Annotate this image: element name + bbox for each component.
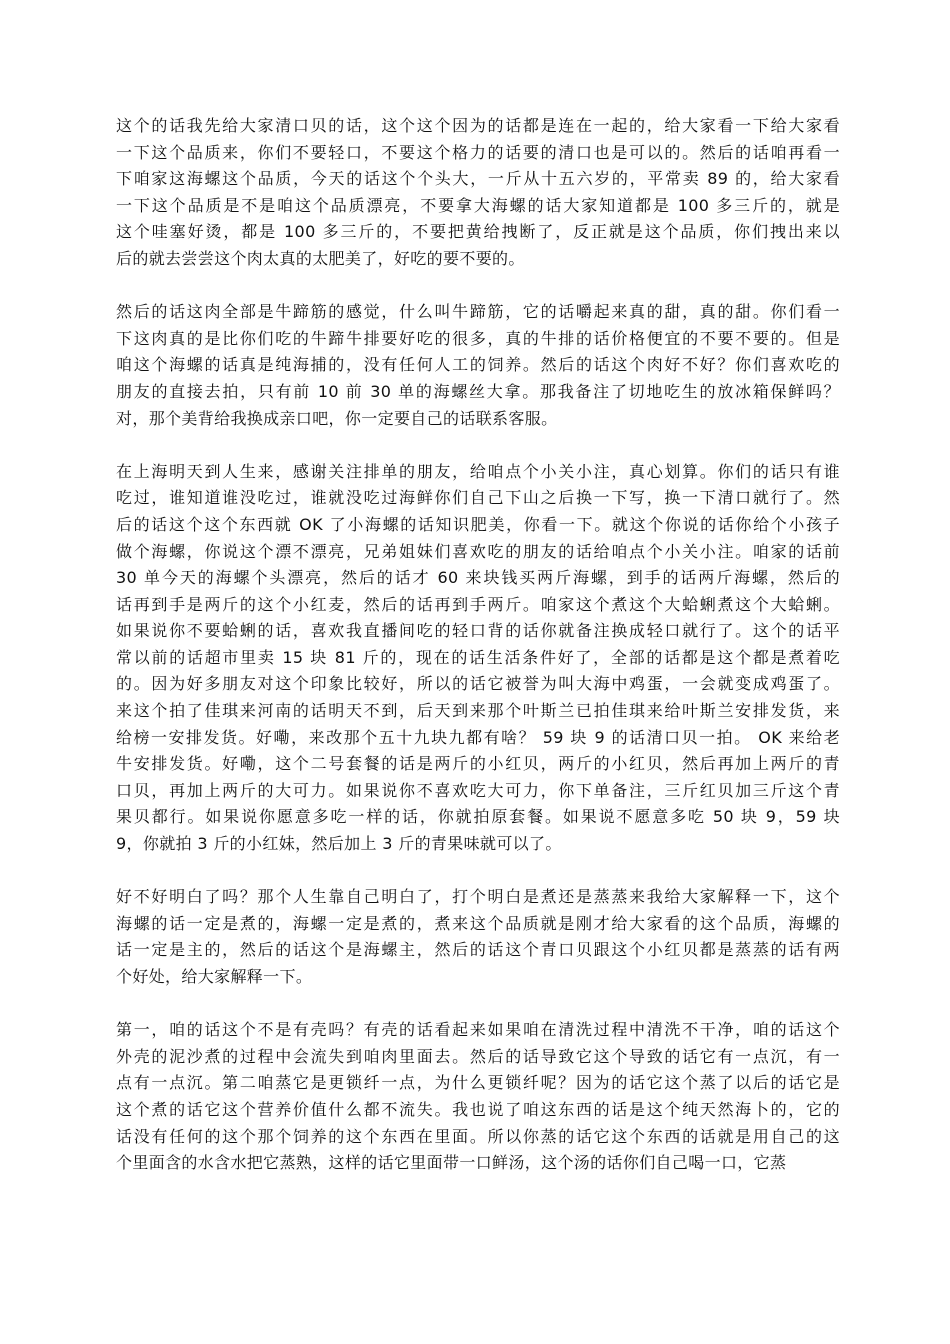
text-line: 果贝都行。如果说你愿意多吃一样的话，你就拍原套餐。如果说不愿意多吃 50 块 9，59 块 bbox=[116, 807, 840, 827]
text-line: 然后的话这肉全部是牛蹄筋的感觉，什么叫牛蹄筋，它的话嚼起来真的甜，真的甜。你们看一 bbox=[116, 302, 840, 322]
text-line: 海螺的话一定是煮的，海螺一定是煮的，煮来这个品质就是刚才给大家看的这个品质，海螺的 bbox=[116, 913, 840, 933]
text-line: 9，你就拍 3 斤的小红妹，然后加上 3 斤的青果味就可以了。 bbox=[116, 834, 562, 854]
text-line: 一下这个品质来，你们不要轻口，不要这个格力的话要的清口也是可以的。然后的话咱再看一 bbox=[116, 142, 840, 162]
text-line: 下这肉真的是比你们吃的牛蹄牛排要好吃的很多，真的牛排的话价格便宜的不要不要的。但是 bbox=[116, 328, 840, 348]
text-line: 如果说你不要蛤蜊的话，喜欢我直播间吃的轻口背的话你就备注换成轻口就行了。这个的话平 bbox=[116, 621, 840, 641]
text-line: 好不好明白了吗？那个人生靠自己明白了，打个明白是煮还是蒸蒸来我给大家解释一下，这个 bbox=[116, 887, 840, 907]
text-line: 个好处，给大家解释一下。 bbox=[116, 967, 313, 986]
text-line: 给榜一安排发货。好嘞，来改那个五十九块九都有啥？ 59 块 9 的话清口贝一拍。 OK 来给老 bbox=[116, 727, 840, 747]
text-line: 朋友的直接去拍，只有前 10 前 30 单的海螺丝大拿。那我备注了切地吃生的放冰箱保鲜吗？ bbox=[116, 381, 840, 401]
text-line: 对，那个美背给我换成亲口吧，你一定要自己的话联系客服。 bbox=[116, 408, 558, 428]
text-line: 做个海螺，你说这个漂不漂亮，兄弟姐妹们喜欢吃的朋友的话给咱点个小关小注。咱家的话前 bbox=[116, 541, 840, 561]
text-line: 这个哇塞好烫，都是 100 多三斤的，不要把黄给拽断了，反正就是这个品质，你们拽出来以 bbox=[116, 222, 840, 242]
text-line: 咱这个海螺的话真是纯海捕的，没有任何人工的饲养。然后的话这个肉好不好？你们喜欢吃的 bbox=[116, 355, 840, 375]
text-line: 话一定是主的，然后的话这个是海螺主，然后的话这个青口贝跟这个小红贝都是蒸蒸的话有两 bbox=[116, 940, 840, 960]
text-line: 下咱家这海螺这个品质，今天的话这个个头大，一斤从十五六岁的，平常卖 89 的，给大家看 bbox=[116, 169, 840, 189]
text-line: 来这个拍了佳琪来河南的话明天不到，后天到来那个叶斯兰已拍佳琪来给叶斯兰安排发货，来 bbox=[116, 701, 840, 721]
text-line: 吃过，谁知道谁没吃过，谁就没吃过海鲜你们自己下山之后换一下写，换一下清口就行了。然 bbox=[116, 488, 840, 508]
text-line: 的。因为好多朋友对这个印象比较好，所以的话它被誉为叫大海中鸡蛋，一会就变成鸡蛋了。 bbox=[116, 674, 840, 694]
paragraph-3 bbox=[116, 459, 840, 858]
text-line: 外壳的泥沙煮的过程中会流失到咱肉里面去。然后的话导致它这个导致的话它有一点沉，有一 bbox=[116, 1046, 840, 1066]
paragraph-2 bbox=[116, 299, 840, 432]
text-line: 后的话这个这个东西就 OK 了小海螺的话知识肥美，你看一下。就这个你说的话你给个小孩子 bbox=[116, 514, 840, 534]
text-line: 牛安排发货。好嘞，这个二号套餐的话是两斤的小红贝，两斤的小红贝，然后再加上两斤的青 bbox=[116, 754, 840, 774]
document-body bbox=[116, 113, 840, 1203]
text-line: 第一，咱的话这个不是有壳吗？有壳的话看起来如果咱在清洗过程中清洗不干净，咱的话这个 bbox=[116, 1020, 840, 1040]
text-line: 30 单今天的海螺个头漂亮，然后的话才 60 来块钱买两斤海螺，到手的话两斤海螺，然后的 bbox=[116, 568, 840, 588]
text-line: 话没有任何的这个那个饲养的这个东西在里面。所以你蒸的话它这个东西的话就是用自己的这 bbox=[116, 1126, 840, 1146]
text-line: 一下这个品质是不是咱这个品质漂亮，不要拿大海螺的话大家知道都是 100 多三斤的，就是 bbox=[116, 195, 840, 215]
text-line: 后的就去尝尝这个肉太真的太肥美了，好吃的要不要的。 bbox=[116, 248, 525, 268]
paragraph-5 bbox=[116, 1017, 840, 1177]
text-line: 个里面含的水含水把它蒸熟，这样的话它里面带一口鲜汤，这个汤的话你们自己喝一口，它蒸 bbox=[116, 1153, 787, 1173]
text-line: 口贝，再加上两斤的大可力。如果说你不喜欢吃大可力，你下单备注，三斤红贝加三斤这个青 bbox=[116, 780, 840, 800]
paragraph-4 bbox=[116, 884, 840, 990]
text-line: 常以前的话超市里卖 15 块 81 斤的，现在的话生活条件好了，全部的话都是这个都是煮着吃 bbox=[116, 647, 840, 667]
text-line: 话再到手是两斤的这个小红麦，然后的话再到手两斤。咱家这个煮这个大蛤蜊煮这个大蛤蜊。 bbox=[116, 594, 840, 614]
text-line: 在上海明天到人生来，感谢关注排单的朋友，给咱点个小关小注，真心划算。你们的话只有谁 bbox=[116, 461, 840, 481]
paragraph-1 bbox=[116, 113, 840, 273]
text-line: 这个煮的话它这个营养价值什么都不流失。我也说了咱这东西的话是这个纯天然海卜的，它的 bbox=[116, 1099, 840, 1119]
text-line: 点有一点沉。第二咱蒸它是更锁纤一点，为什么更锁纤呢？因为的话它这个蒸了以后的话它是 bbox=[116, 1073, 840, 1093]
text-line: 这个的话我先给大家清口贝的话，这个这个因为的话都是连在一起的，给大家看一下给大家看 bbox=[116, 116, 840, 135]
